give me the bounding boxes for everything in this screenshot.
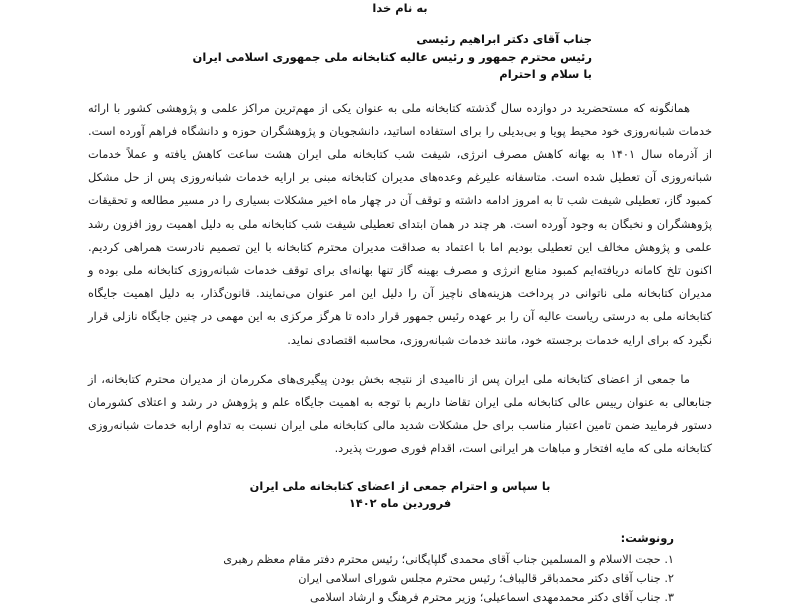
basmala-heading: به نام خدا [372,1,428,15]
carbon-copy-title: رونوشت: [620,530,674,545]
letter-body [88,97,712,461]
signature-block [88,478,712,513]
carbon-copy-item: ۲. جناب آقای دکتر محمدباقر قالیباف؛ رئیس محترم مجلس شورای اسلامی ایران [298,571,674,585]
addressee-salutation: با سلام و احترام [499,67,592,81]
signature-date: فروردین ماه ۱۴۰۲ [348,496,452,511]
addressee-line-2: رئیس محترم جمهور و رئیس عالیه کتابخانه ملی جمهوری اسلامی ایران [192,49,592,64]
body-paragraph-1: همانگونه که مستحضرید در دوازده سال گذشته کتابخانه ملی به عنوان یکی از مهم‌ترین مراکز علمی و پژوهشی کشور با ارائه خدمات شبانه‌روزی خود محیط پویا و بی‌بدیلی را برای استفاده اساتید، دانشجویان و پژوهشگران حوزه و دانشگاه فراهم آورده است. از آذرماه سال ۱۴۰۱ به بهانه کاهش مصرف انرژی، شیفت شب کتابخانه ملی ایران هشت ساعت کاهش یافته و عملاً خدمات شبانه‌روزی آن تعطیل شده است. متاسفانه علیرغم وعده‌های مدیران کتابخانه مبنی بر ارایه خدمات شبانه‌روزی پس از حل مشکل کمبود گاز، تعطیلی شیفت شب تا به امروز ادامه داشته و توقف آن در چهار ماه اخیر مشکلات بسیاری را در مسیر مطالعه و تحقیقات پژوهشگران و نخبگان به وجود آورده است. هر چند در همان ابتدای تعطیلی شیفت شب کتابخانه ملی به دلیل اهمیت روز افزون رشد علمی و پژوهش مخالف این تعطیلی بودیم اما با اعتماد به صداقت مدیران محترم کتابخانه با این تصمیم نادرست همراهی کردیم. اکنون تلخ کامانه دریافته‌ایم کمبود منابع انرژی و مصرف بهینه گاز تنها بهانه‌ای برای توقف خدمات شبانه‌روزی کتابخانه ملی بوده و مدیران کتابخانه ملی ناتوانی در پرداخت هزینه‌های ناچیز آن را دلیل این امر عنوان می‌نمایند. قانون‌گذار، به دلیل اهمیت جایگاه کتابخانه ملی به درستی ریاست عالیه آن را بر عهده رئیس جمهور قرار داده تا هرگز مرکزی به این مهمی در چنین جایگاه نازلی قرار نگیرد که برای ارایه خدمات برجسته خود، مانند خدمات شبانه‌روزی، محاسبه اقتصادی نماید. [88,100,712,347]
body-paragraph-2: ما جمعی از اعضای کتابخانه ملی ایران پس از ناامیدی از نتیجه بخش بودن پیگیری‌های مکررمان از مدیران محترم کتابخانه، از جنابعالی به عنوان رییس عالی کتابخانه ملی ایران تقاضا داریم با توجه به اهمیت جایگاه علم و پژوهش در رشد و اعتلای کشورمان دستور فرمایید ضمن تامین اعتبار مناسب برای حل مشکلات شدید مالی کتابخانه ملی ایران نسبت به تداوم ارابه خدمات شبانه‌روزی کتابخانه ملی که مایه افتخار و مباهات هر ایرانی است، اقدام فوری صورت پذیرد. [88,371,712,456]
addressee-line-1: جناب آقای دکتر ابراهیم رئیسی [416,32,592,46]
signature-line: با سپاس و احترام جمعی از اعضای کتابخانه ملی ایران [249,478,551,493]
carbon-copy-item: ۱. حجت الاسلام و المسلمین جناب آقای محمدی گلپایگانی؛ رئیس محترم دفتر مقام معظم رهبری [223,552,674,566]
carbon-copy-item: ۳. جناب آقای دکتر محمدمهدی اسماعیلی؛ وزیر محترم فرهنگ و ارشاد اسلامی [310,590,674,604]
addressee-block [88,31,712,84]
carbon-copy-block [88,529,712,607]
